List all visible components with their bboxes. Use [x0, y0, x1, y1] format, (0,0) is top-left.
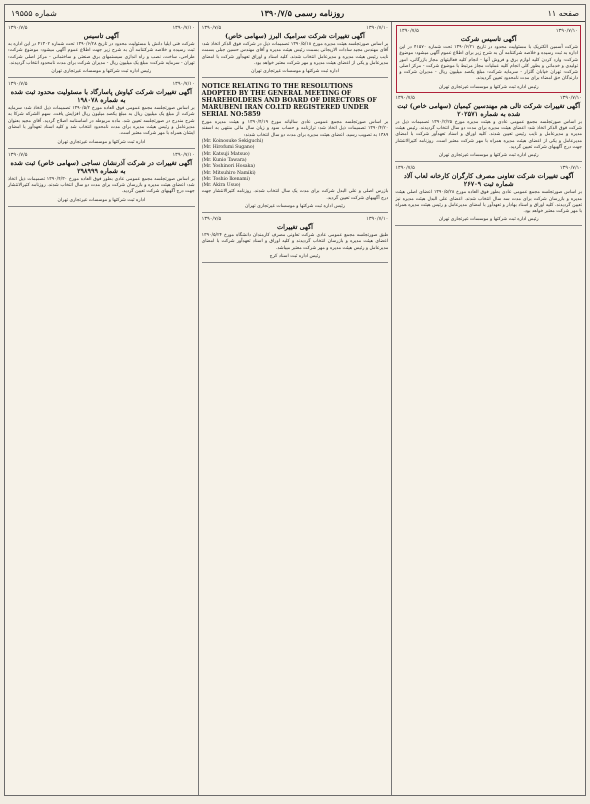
notice-signature: اداره ثبت شرکتها و موسسات غیرتجاری تهران [57, 139, 146, 145]
notice-ref: ۱۳۹۰/۷/۵ [201, 216, 222, 223]
notice [395, 94, 582, 162]
notice-title: آگهی تاسیس شرکت [460, 35, 517, 43]
notice [8, 151, 195, 207]
board-member-list [202, 139, 389, 189]
newspaper-page [4, 4, 586, 796]
notice-ref: ۱۳۹۰/۷/۱۰ [366, 216, 389, 223]
notice-ref: ۱۳۹۰/۷/۱۰ [559, 94, 582, 101]
notice-ref: ۱۳۹۰/۷/۱۰ [172, 25, 195, 31]
notice-signature: رئیس اداره ثبت اسناد کرج [269, 253, 321, 259]
english-notice-body: بر اساس صورتجلسه مجمع عمومی عادی سالیانه مورخ ۱۳۹۰/۴/۱۹ و هیئت مدیره مورخ ۱۳۹۰/۴/۲۰ تصمیمات ذیل اتخاذ شد: ترازنامه و حساب سود و زیان سال مالی منتهی به اسفند ۱۳۸۹ به تصویب رسید. اعضای هیئت مدیره برای مدت دو سال انتخاب شدند: [201, 120, 389, 138]
board-member-name: (Mr. Hirofumi Sugano) [201, 145, 255, 151]
notice [202, 215, 389, 263]
issue-number: شماره ۱۹۵۵۵ [11, 8, 57, 18]
page-number: صفحه ۱۱ [547, 8, 579, 18]
notice-title: آگهی تاسیس [83, 32, 119, 40]
notice-signature: رئیس اداره ثبت شرکتها و موسسات غیرتجاری تهران [51, 69, 152, 75]
notice-body: بر اساس صورتجلسه هیئت مدیره مورخ ۱۳۹۰/۵/۱۸ تصمیمات ذیل در شرکت فوق الذکر اتخاذ شد: آقای مهندس مجید سادات الاریجانی بسمت رئیس هیئت مدیره و آقای مهندس حسین جبلی بسمت نایب رئیس هیئت مدیره و مدیرعامل انتخاب شدند. کلیه اسناد و اوراق تعهدآور شرکت با امضای مدیرعامل و یکی از اعضای هیئت مدیره و مهر شرکت معتبر خواهد بود. [201, 42, 389, 66]
notice [8, 24, 195, 78]
notice-body: بر اساس صورتجلسه مجمع عمومی عادی بطور فوق العاده مورخ ۱۳۹۰/۴/۳۰ تصمیمات ذیل اتخاذ شد: اعضای هیئت مدیره و بازرسان شرکت برای مدت دو سال انتخاب شدند. روزنامه کثیرالانتشار جهت درج آگهیهای شرکت تعیین گردید. [7, 176, 195, 195]
page-header [5, 5, 585, 22]
notice-ref: ۱۳۹۰/۷/۱۰ [559, 165, 582, 172]
english-notice [202, 80, 389, 213]
board-member-name: (Mr. Kunio Tawara) [201, 157, 247, 163]
notice-body: طبق صورتجلسه مجمع عمومی عادی شرکت تعاونی مصرف کارمندان دانشگاه مورخ ۱۳۹۰/۵/۲۴ اعضای هیئت مدیره و بازرسان انتخاب گردیدند و کلیه اوراق و اسناد تعهدآور شرکت با امضای مدیرعامل و رئیس هیئت مدیره و مهر شرکت معتبر میباشد. [201, 233, 389, 251]
english-notice-tail: بازرس اصلی و علی البدل شرکت برای مدت یک سال انتخاب شدند. روزنامه کثیرالانتشار جهت درج آگهیهای شرکت تعیین گردید. [201, 189, 389, 201]
notice-signature: رئیس اداره ثبت شرکتها و موسسات غیرتجاری تهران [438, 217, 539, 223]
notice-ref: ۱۳۹۰/۷/۵ [399, 28, 419, 34]
notice-title: آگهی تغییرات شرکت تعاونی مصرف کارگران کارخانه لعاب آلاد شماره ثبت ۲۶۷۰۹ [403, 172, 574, 189]
notice-ref: ۱۳۹۰/۷/۵ [7, 81, 28, 88]
notice-signature: اداره ثبت شرکتها و موسسات غیرتجاری تهران [57, 197, 146, 203]
notice-ref: ۱۳۹۰/۷/۱۰ [172, 81, 195, 88]
newspaper-title: روزنامه رسمی ۱۳۹۰/۷/۵ [260, 8, 345, 18]
board-member-name: (Mr. Yoshinori Hosaka) [201, 164, 255, 170]
notice-signature: رئیس اداره ثبت شرکتها و موسسات غیرتجاری تهران [438, 153, 539, 159]
notice-ref: ۱۳۹۰/۷/۱۰ [366, 25, 389, 31]
board-member-name: (Mr. Katsuji Matsuo) [201, 151, 250, 157]
notice-title: آگهی تغییرات [277, 223, 313, 232]
notice-ref: ۱۳۹۰/۷/۵ [7, 25, 28, 31]
notice [202, 24, 389, 78]
notice-ref: ۱۳۹۰/۷/۱۰ [172, 151, 195, 158]
notice-ref: ۱۳۹۰/۷/۵ [201, 25, 222, 31]
column-middle [198, 22, 392, 795]
notice-body: شرکت فنی ایلیا دانش با مسئولیت محدود در تاریخ ۱۳۹۰/۶/۲۸ تحت شماره ۴۱۳۰۲ در این اداره به ثبت رسیده و خلاصه شرکتنامه آن به شرح زیر جهت اطلاع عموم آگهی میشود: موضوع شرکت: طراحی، ساخت، نصب و راه اندازی سیستمهای برق صنعتی و ساختمانی - مرکز اصلی شرکت: تهران - سرمایه شرکت: مبلغ یک میلیون ریال - مدیران شرکت برای مدت نامحدود انتخاب گردیدند. [7, 42, 195, 66]
notice-signature: رئیس اداره ثبت شرکتها و موسسات غیرتجاری تهران [245, 204, 345, 210]
notice-title: آگهی تغییرات شرکت سرامیک البرز (سهامی خاص) [225, 32, 365, 40]
column-left [5, 22, 198, 795]
notice-body: بر اساس صورتجلسه مجمع عمومی عادی و هیئت مدیره مورخ ۱۳۹۰/۲/۲۵ تصمیمات ذیل در شرکت فوق الذکر اتخاذ شد: اعضای هیئت مدیره برای مدت دو سال انتخاب گردیدند. رئیس هیئت مدیره و مدیرعامل و نایب رئیس تعیین شدند. کلیه اوراق و اسناد تعهدآور شرکت با امضای مدیرعامل و یکی از اعضای هیئت مدیره همراه با مهر شرکت معتبر است. روزنامه کثیرالانتشار جهت درج آگهیهای شرکت تعیین گردید. [395, 119, 582, 150]
notice [395, 164, 582, 226]
notice [8, 80, 195, 148]
board-member-name: (Mr. Koinosuke Sekiguchi) [201, 139, 264, 145]
english-notice-title: NOTICE RELATING TO THE RESOLUTIONS ADOPTED BY THE GENERAL MEETING OF SHAREHOLDERS AND BOARD OF DIRECTORS OF MARUBENI IRAN CO.LTD REGISTERED UNDER SERIAL NO:5859 [201, 83, 377, 119]
notice-signature: رئیس اداره ثبت شرکتها و موسسات غیرتجاری تهران [438, 84, 539, 90]
notice-ref: ۱۳۹۰/۷/۵ [395, 165, 415, 172]
notice-ref: ۱۳۹۰/۷/۵ [395, 94, 415, 101]
board-member-name: (Mr. Akira Usuo) [201, 183, 241, 189]
notice-body: بر اساس صورتجلسه مجمع عمومی فوق العاده مورخ ۱۳۹۰/۵/۲ تصمیمات ذیل اتخاذ شد: سرمایه شرکت از مبلغ یک میلیون ریال به مبلغ یکصد میلیون ریال افزایش یافت. سهم الشرکه شرکا به شرح مندرج در صورتجلسه تعیین شد. ماده مربوطه در اساسنامه اصلاح گردید. آقای مجید بعنوان مدیرعامل و رئیس هیئت مدیره برای مدت نامحدود انتخاب شد و کلیه اسناد تعهدآور با امضای ایشان همراه با مهر شرکت معتبر است. [7, 106, 195, 137]
board-member-name: (Mr. Toshio Ikenami) [201, 176, 250, 182]
notice-ref: ۱۳۹۰/۷/۱۰ [555, 28, 578, 34]
notice-title: آگهی تغییرات شرکت کیاوش پاسارگاد با مسئولیت محدود ثبت شده به شماره ۱۹۸۰۷۸ [10, 88, 192, 105]
column-right [391, 22, 585, 795]
notice-title: آگهی تغییرات شرکت تالی هم مهندسین کیمیان (سهامی خاص) ثبت شده به شماره ۲۰۲۵۷۱ [397, 101, 581, 118]
notice-body: بر اساس صورتجلسه مجمع عمومی عادی بطور فوق العاده مورخ ۱۳۹۰/۵/۲۸ اعضای اصلی هیئت مدیره و بازرسان شرکت برای مدت سه سال انتخاب شدند. اعضای علی البدل هیئت مدیره نیز تعیین گردیدند. کلیه اوراق و اسناد بهادار و تعهدآور با امضای مدیرعامل و رئیس هیئت مدیره همراه با مهر شرکت معتبر خواهد بود. [395, 190, 582, 215]
notice-body: شرکت آسمین الکتریک با مسئولیت محدود در تاریخ ۱۳۹۰/۶/۲۱ تحت شماره ۴۱۵۷۰ در این اداره به ثبت رسیده و خلاصه شرکتنامه آن به شرح زیر برای اطلاع عموم آگهی میشود: موضوع شرکت: وارد کردن کلیه لوازم برق و فروش آنها - انجام کلیه فعالیتهای مجاز بازرگانی، امور تولیدی و خدماتی و بطور کلی انجام کلیه عملیات مجاز مرتبط با موضوع شرکت - مرکز اصلی شرکت: تهران خیابان گلزار - سرمایه شرکت: مبلغ یکصد میلیون ریال - مدیران شرکت و دارندگان حق امضاء برای مدت نامحدود تعیین گردیدند. [399, 45, 578, 82]
notice-ref: ۱۳۹۰/۷/۵ [7, 151, 28, 158]
notice-title: آگهی تغییرات در شرکت آذرنشان نساجی (سهامی خاص) ثبت شده به شماره ۲۹۸۹۹۹ [10, 158, 193, 175]
notice-establishment-highlighted [396, 25, 581, 93]
board-member-name: (Mr. Mitsuhiro Namiki) [201, 170, 256, 176]
notice-signature: اداره ثبت شرکتها و موسسات غیرتجاری تهران [251, 69, 339, 75]
